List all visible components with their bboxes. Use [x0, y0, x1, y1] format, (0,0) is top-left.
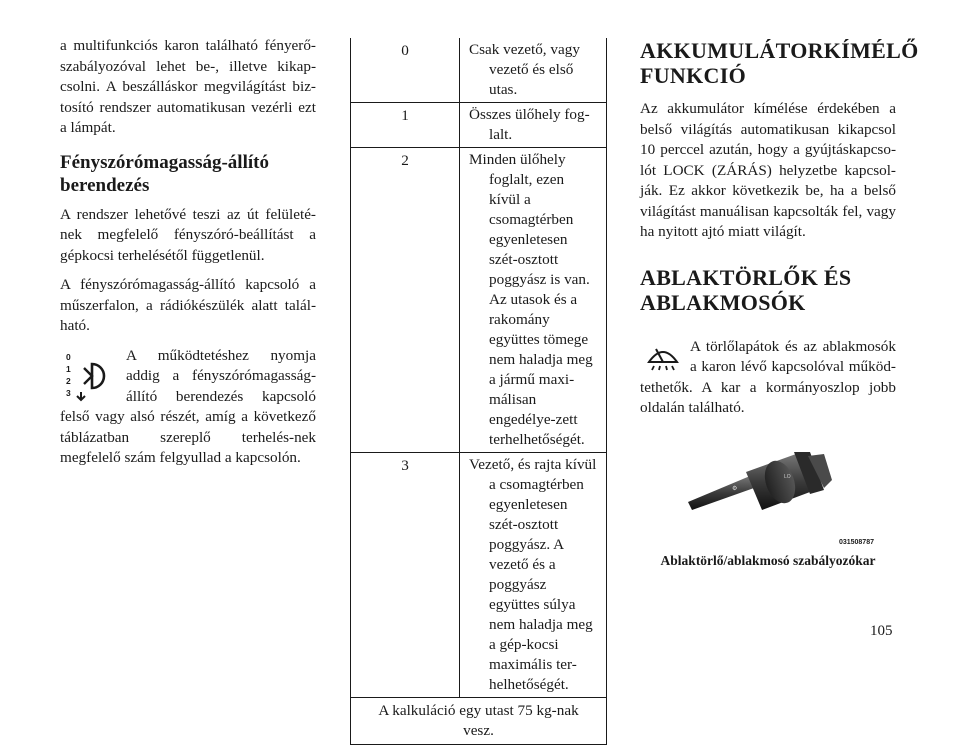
- table-row: [351, 453, 607, 698]
- load-description: [460, 453, 607, 698]
- load-description: [460, 148, 607, 453]
- load-description-first-line: Minden ülőhely: [469, 151, 566, 168]
- table-row: [351, 148, 607, 453]
- figure-code: 031508787: [838, 539, 874, 546]
- right-column: [640, 38, 919, 419]
- load-description-continuation: a csomagtérben egyenletesen szét-osztott poggyász. A vezető és a poggyász együttes súlya nem haladja meg a gép-kocsi maximális ter-helhetőségét.: [489, 476, 593, 693]
- figure-caption: Ablaktörlő/ablakmosó szabályozókar: [660, 553, 876, 568]
- svg-text:LO: LO: [784, 474, 791, 480]
- intro-paragraph: a multifunkciós karon található fényerő-szabályozóval lehet be-, illetve kikap-csolni. A beszálláskor megvilágítást biz-tosító rendszer automatikusan vezérli ezt a lámpát.: [60, 37, 316, 136]
- load-description-continuation: foglalt, ezen kívül a csomagtérben egyenletesen szét-osztott poggyász is van. Az utasok és a rakomány együttes tömege nem haladja meg a jármű maxi-málisan engedélye-zett terhelhetőségét.: [489, 171, 593, 448]
- wipers-text: A törlőlapátok és az ablakmosók a karon lévő kapcsolóval működ-tethetők. A kar a kormányoszlop jobb oldalán található.: [640, 337, 896, 416]
- icon-digit-2: 2: [66, 375, 71, 386]
- icon-digit-3: 3: [66, 387, 71, 398]
- load-table: [350, 38, 607, 745]
- table-row: [351, 103, 607, 148]
- svg-text:⚙: ⚙: [732, 486, 738, 492]
- load-description-continuation: lalt.: [489, 126, 513, 143]
- wipers-paragraph: [640, 337, 896, 419]
- page-number: 105: [870, 623, 893, 639]
- headlight-leveling-heading: Fényszórómagasság-állító berendezés: [60, 151, 269, 196]
- load-description: [460, 103, 607, 148]
- load-level-number: 2: [351, 148, 460, 453]
- load-description-first-line: Összes ülőhely fog-: [469, 106, 590, 123]
- battery-saver-heading: AKKUMULÁTORKÍMÉLŐ FUNKCIÓ: [640, 38, 919, 88]
- leveling-switch-location: A fényszórómagasság-állító kapcsoló a műszerfalon, a rádiókészülék alatt talál-ható.: [60, 276, 316, 334]
- table-footnote: A kalkuláció egy utast 75 kg-nak vesz.: [351, 698, 607, 745]
- wiper-lever-figure: [684, 452, 900, 548]
- icon-digit-1: 1: [66, 363, 71, 374]
- battery-saver-paragraph: Az akkumulátor kímélése érdekében a belső világítás automatikusan kikapcsol 10 perccel azután, hogy a gyújtáskapcso-lót LOCK (ZÁRÁS) helyzetbe kapcsol-ják. Ez akkor következik be, ha a belső világítást manuálisan kapcsolták fel, vagy ha nyitott ajtó miatt világít.: [640, 100, 896, 240]
- wiper-icon: [646, 340, 680, 372]
- wipers-heading: ABLAKTÖRLŐK ÉS ABLAKMOSÓK: [640, 264, 852, 315]
- load-description-continuation: vezető és első utas.: [489, 61, 574, 98]
- icon-digit-0: 0: [66, 351, 71, 362]
- headlight-leveling-icon: [62, 350, 114, 402]
- middle-column: [350, 38, 607, 745]
- leveling-operation-paragraph: [60, 346, 316, 469]
- left-column: [60, 36, 316, 469]
- load-description-first-line: Vezető, és rajta kívül: [469, 456, 597, 473]
- leveling-description: A rendszer lehetővé teszi az út felületé-nek megfelelő fényszóró-beállítást a gépkocsi terhelésétől függetlenül.: [60, 205, 316, 264]
- load-level-number: 3: [351, 453, 460, 698]
- load-description-first-line: Csak vezető, vagy: [469, 41, 580, 58]
- load-level-number: 0: [351, 38, 460, 103]
- table-row: [351, 38, 607, 103]
- leveling-operation-text: A működtetéshez nyomja addig a fényszórómagasság-állító berendezés kapcsoló felső vagy alsó részét, amíg a következő táblázatban szereplő terhelés-nek megfelelő szám felgyullad a kapcsolón.: [60, 346, 316, 466]
- table-footnote-row: [351, 698, 607, 745]
- load-level-number: 1: [351, 103, 460, 148]
- load-description: [460, 38, 607, 103]
